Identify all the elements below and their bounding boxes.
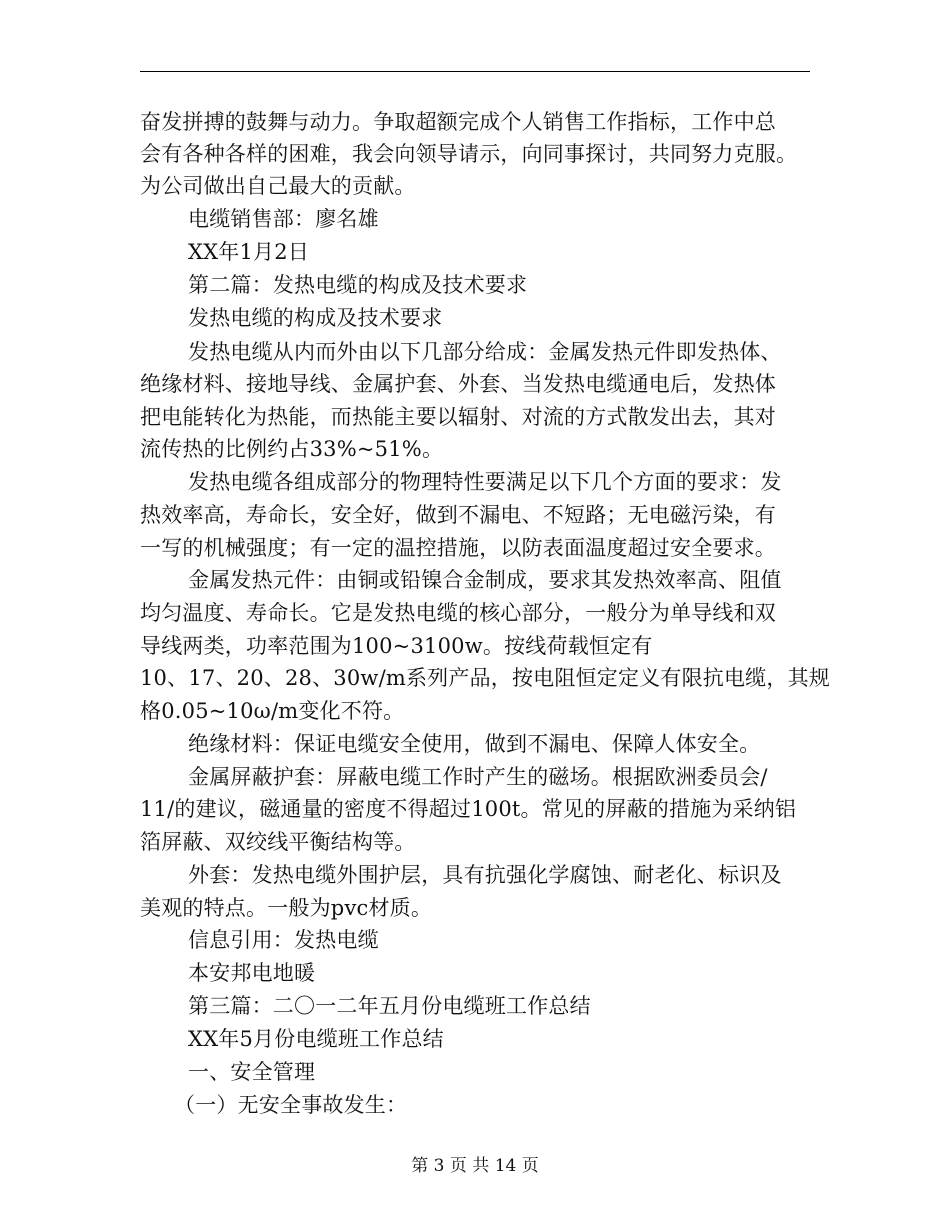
text-line: 本安邦电地暖: [188, 961, 316, 985]
text-line: 奋发拼搏的鼓舞与动力。争取超额完成个人销售工作指标，工作中总: [140, 110, 776, 134]
text-line: 绝缘材料：保证电缆安全使用，做到不漏电、保障人体安全。: [188, 732, 761, 756]
text-line: 流传热的比例约占33%~51%。: [140, 437, 444, 461]
text-line: 金属发热元件：由铜或铅镍合金制成，要求其发热效率高、阻值: [188, 568, 782, 592]
text-line: 为公司做出自己最大的贡献。: [140, 174, 416, 198]
text-line: 10、17、20、28、30w/m系列产品，按电阻恒定定义有限抗电缆，其规: [140, 666, 830, 690]
text-line: 发热电缆从内而外由以下几部分给成：金属发热元件即发热体、: [188, 340, 782, 364]
page-number-footer: 第 3 页 共 14 页: [411, 1156, 539, 1176]
text-line: 发热电缆各组成部分的物理特性要满足以下几个方面的要求：发: [188, 470, 782, 494]
header-rule: [140, 71, 810, 72]
text-line: 第二篇：发热电缆的构成及技术要求: [188, 273, 528, 297]
text-line: 第三篇：二〇一二年五月份电缆班工作总结: [188, 994, 591, 1018]
text-line: 电缆销售部：廖名雄: [188, 207, 379, 231]
text-line: 箔屏蔽、双绞线平衡结构等。: [140, 830, 416, 854]
text-line: 会有各种各样的困难，我会向领导请示，向同事探讨，共同努力克服。: [140, 142, 798, 166]
text-line: 发热电缆的构成及技术要求: [188, 306, 443, 330]
text-line: 一、安全管理: [188, 1060, 316, 1084]
text-line: 热效率高，寿命长，安全好，做到不漏电、不短路；无电磁污染，有: [140, 503, 776, 527]
text-line: 把电能转化为热能，而热能主要以辐射、对流的方式散发出去，其对: [140, 405, 776, 429]
text-line: 美观的特点。一般为pvc材质。: [140, 896, 433, 920]
text-line: XX年1月2日: [188, 240, 310, 264]
text-line: 绝缘材料、接地导线、金属护套、外套、当发热电缆通电后，发热体: [140, 372, 776, 396]
text-line: 11/的建议，磁通量的密度不得超过100t。常见的屏蔽的措施为采纳铝: [140, 797, 797, 821]
text-line: 信息引用：发热电缆: [188, 928, 379, 952]
text-line: 导线两类，功率范围为100~3100w。按线荷载恒定有: [140, 634, 653, 658]
text-line: 格0.05~10ω/m变化不符。: [140, 699, 405, 723]
text-line: 一写的机械强度；有一定的温控措施，以防表面温度超过安全要求。: [140, 536, 776, 560]
text-line: （一）无安全事故发生：: [174, 1093, 408, 1117]
text-line: XX年5月份电缆班工作总结: [188, 1027, 444, 1051]
text-line: 外套：发热电缆外围护层，具有抗强化学腐蚀、耐老化、标识及: [188, 863, 782, 887]
text-line: 均匀温度、寿命长。它是发热电缆的核心部分，一般分为单导线和双: [140, 601, 776, 625]
text-line: 金属屏蔽护套：屏蔽电缆工作时产生的磁场。根据欧洲委员会/: [188, 765, 768, 789]
